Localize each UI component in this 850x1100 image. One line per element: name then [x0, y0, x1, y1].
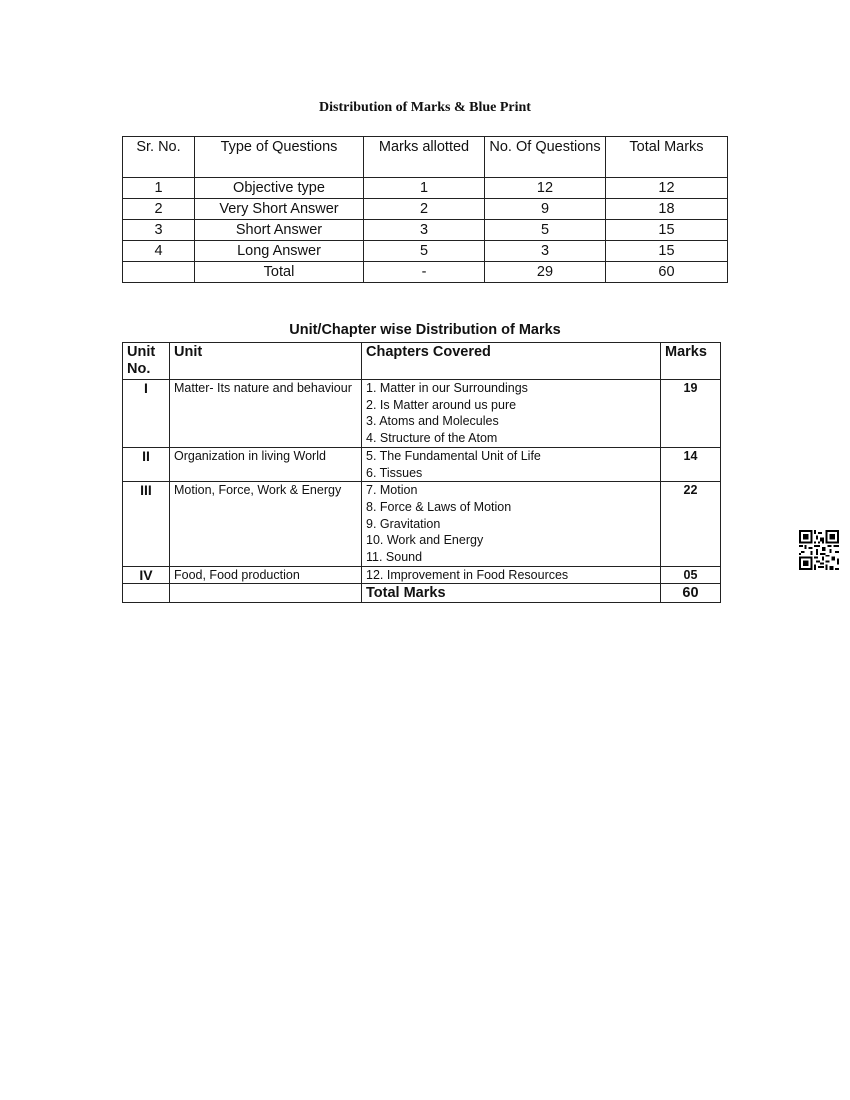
header-marks: Marks	[661, 343, 721, 380]
header-total-marks: Total Marks	[606, 137, 728, 178]
chapter-item: 2. Is Matter around us pure	[366, 397, 517, 412]
cell-marks: 1	[364, 178, 485, 199]
chapter-item: 8. Force & Laws of Motion	[366, 499, 512, 514]
cell-sr	[123, 262, 195, 283]
table-row	[123, 566, 721, 584]
header-chapters-covered: Chapters Covered	[362, 343, 661, 380]
header-unit: Unit	[170, 343, 362, 380]
table-row	[123, 380, 721, 448]
table-row	[123, 178, 728, 199]
cell-total-label: Total Marks	[362, 584, 661, 603]
chapter-item: 12. Improvement in Food Resources	[366, 567, 569, 582]
header-sr-no: Sr. No.	[123, 137, 195, 178]
table-row	[123, 241, 728, 262]
cell-total-label: Total	[195, 262, 364, 283]
cell-sr: 2	[123, 199, 195, 220]
cell-total-marks: 60	[661, 584, 721, 603]
cell-marks: 14	[661, 447, 721, 481]
cell-count: 3	[485, 241, 606, 262]
total-row	[123, 584, 721, 603]
header-marks-allotted: Marks allotted	[364, 137, 485, 178]
cell-unit-no: I	[123, 380, 170, 448]
blueprint-title: Distribution of Marks & Blue Print	[319, 100, 531, 115]
cell-marks: 2	[364, 199, 485, 220]
table-row	[123, 482, 721, 567]
blueprint-header-row	[123, 137, 728, 178]
cell-unit: Food, Food production	[170, 566, 362, 584]
cell-marks: 19	[661, 380, 721, 448]
chapter-item: 6. Tissues	[366, 465, 423, 480]
chapter-item: 3. Atoms and Molecules	[366, 414, 499, 429]
cell-chapters	[362, 482, 661, 567]
cell-total: 12	[606, 178, 728, 199]
cell-total: 15	[606, 241, 728, 262]
total-row	[123, 262, 728, 283]
cell-marks: -	[364, 262, 485, 283]
cell-type: Objective type	[195, 178, 364, 199]
cell-unit-no: IV	[123, 566, 170, 584]
unitwise-header-row	[123, 343, 721, 380]
cell-unit-no: II	[123, 447, 170, 481]
table-row	[123, 199, 728, 220]
header-unit-no: Unit No.	[123, 343, 170, 380]
chapter-item: 9. Gravitation	[366, 516, 441, 531]
table-row	[123, 220, 728, 241]
chapter-item: 10. Work and Energy	[366, 533, 484, 548]
cell-sr: 4	[123, 241, 195, 262]
cell-marks: 5	[364, 241, 485, 262]
table-row	[123, 447, 721, 481]
cell-sr: 1	[123, 178, 195, 199]
cell-marks: 22	[661, 482, 721, 567]
cell-type: Short Answer	[195, 220, 364, 241]
cell-unit: Matter- Its nature and behaviour	[170, 380, 362, 448]
cell-unit-no: III	[123, 482, 170, 567]
unitwise-table	[122, 342, 721, 603]
chapter-item: 5. The Fundamental Unit of Life	[366, 448, 541, 463]
cell-unit: Organization in living World	[170, 447, 362, 481]
header-type-of-questions: Type of Questions	[195, 137, 364, 178]
cell-empty	[170, 584, 362, 603]
cell-chapters	[362, 447, 661, 481]
cell-empty	[123, 584, 170, 603]
cell-count: 5	[485, 220, 606, 241]
cell-count: 29	[485, 262, 606, 283]
cell-type: Long Answer	[195, 241, 364, 262]
cell-chapters	[362, 380, 661, 448]
chapter-item: 4. Structure of the Atom	[366, 431, 498, 446]
cell-total: 15	[606, 220, 728, 241]
qr-code-icon[interactable]	[799, 530, 839, 570]
chapter-item: 7. Motion	[366, 483, 418, 498]
cell-unit: Motion, Force, Work & Energy	[170, 482, 362, 567]
cell-marks: 3	[364, 220, 485, 241]
cell-count: 9	[485, 199, 606, 220]
cell-chapters	[362, 566, 661, 584]
unitwise-title: Unit/Chapter wise Distribution of Marks	[289, 322, 561, 338]
cell-sr: 3	[123, 220, 195, 241]
header-no-of-questions: No. Of Questions	[485, 137, 606, 178]
cell-type: Very Short Answer	[195, 199, 364, 220]
chapter-item: 11. Sound	[366, 550, 423, 565]
cell-total: 18	[606, 199, 728, 220]
cell-marks: 05	[661, 566, 721, 584]
chapter-item: 1. Matter in our Surroundings	[366, 381, 528, 395]
cell-total: 60	[606, 262, 728, 283]
blueprint-table	[122, 136, 728, 283]
cell-count: 12	[485, 178, 606, 199]
